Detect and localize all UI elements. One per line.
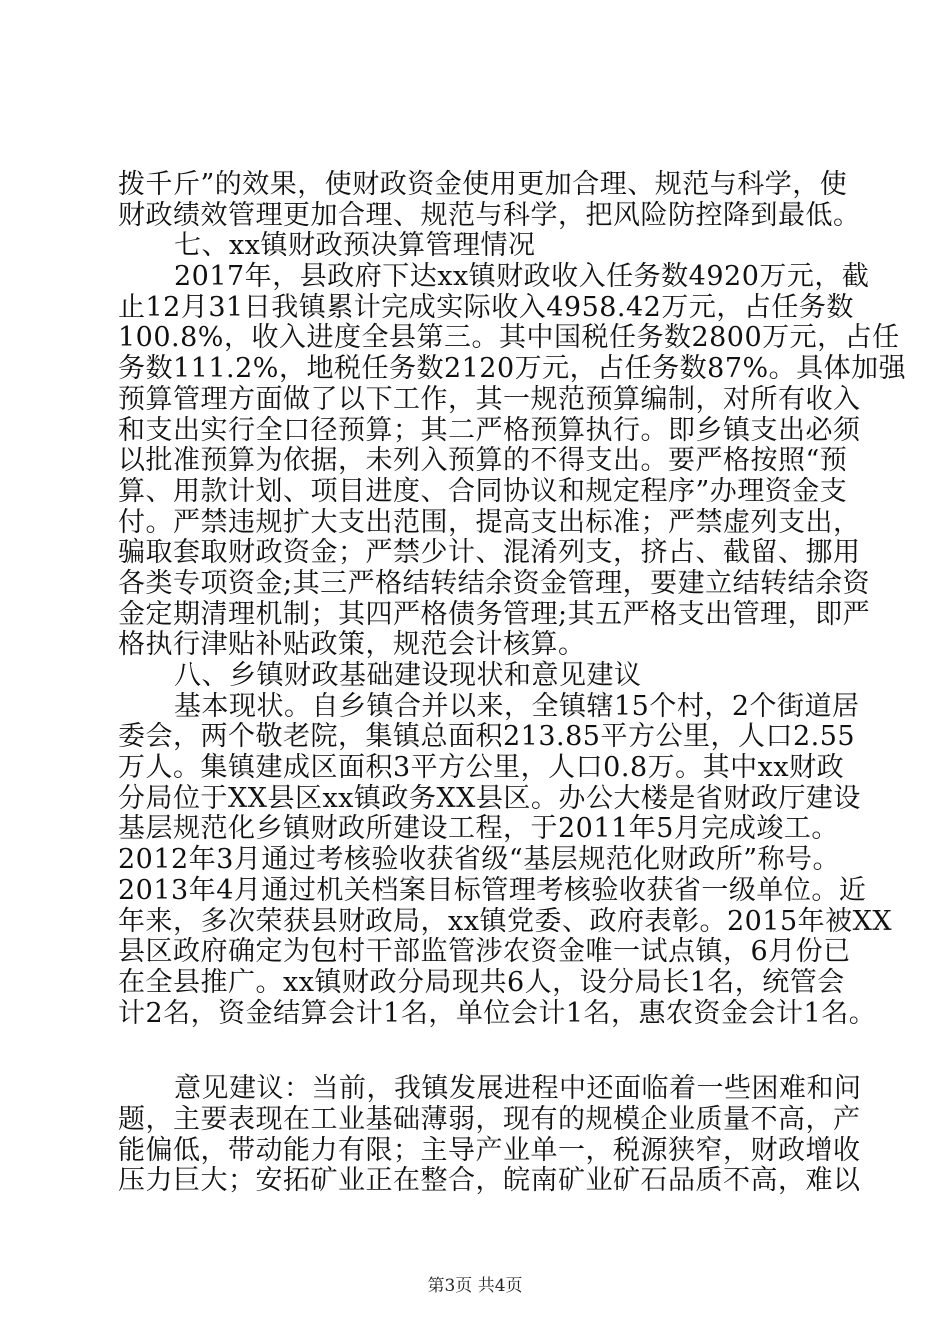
text-line: 格执行津贴补贴政策，规范会计核算。 (118, 629, 586, 661)
body-text (118, 169, 907, 1197)
text-line: 各类专项资金;其三严格结转结余资金管理，要建立结转结余资 (118, 567, 871, 599)
text-line: 2017年，县政府下达xx镇财政收入任务数4920万元，截 (174, 261, 870, 293)
text-line: 基本现状。自乡镇合并以来，全镇辖15个村，2个街道居 (174, 690, 860, 722)
text-line: 拨千斤”的效果，使财政资金使用更加合理、规范与科学，使 (118, 169, 848, 200)
section-heading-8: 八、乡镇财政基础建设现状和意见建议 (174, 660, 642, 691)
text-line: 财政绩效管理更加合理、规范与科学，把风险防控降到最低。 (118, 199, 861, 231)
text-line: 计2名，资金结算会计1名，单位会计1名，惠农资金会计1名。 (118, 997, 877, 1029)
text-line: 年来，多次荣获县财政局，xx镇党委、政府表彰。2015年被XX (118, 905, 893, 937)
page-footer: 第3页 共4页 (427, 1276, 523, 1296)
text-line: 以批准预算为依据，未列入预算的不得支出。要严格按照“预 (118, 445, 848, 477)
text-line: 万人。集镇建成区面积3平方公里，人口0.8万。其中xx财政 (118, 752, 845, 784)
text-line: 在全县推广。xx镇财政分局现共6人，设分局长1名，统管会 (118, 966, 845, 998)
text-line: 能偏低，带动能力有限；主导产业单一，税源狭窄，财政增收 (118, 1134, 861, 1166)
text-line: 分局位于XX县区xx镇政务XX县区。办公大楼是省财政厅建设 (118, 782, 861, 814)
text-line: 止12月31日我镇累计完成实际收入4958.42万元，占任务数 (118, 291, 854, 323)
text-line: 基层规范化乡镇财政所建设工程，于2011年5月完成竣工。 (118, 813, 839, 845)
text-line: 委会，两个敬老院，集镇总面积213.85平方公里，人口2.55 (118, 721, 856, 753)
text-line: 付。严禁违规扩大支出范围，提高支出标准；严禁虚列支出， (118, 506, 861, 538)
text-line: 题，主要表现在工业基础薄弱，现有的规模企业质量不高，产 (118, 1103, 861, 1135)
text-line: 压力巨大；安拓矿业正在整合，皖南矿业矿石品质不高，难以 (118, 1165, 861, 1197)
text-line: 县区政府确定为包村干部监管涉农资金唯一试点镇，6月份已 (118, 936, 851, 968)
text-line: 务数111.2%，地税任务数2120万元，占任务数87%。具体加强 (118, 353, 907, 385)
text-line: 2012年3月通过考核验收获省级“基层规范化财政所”称号。 (118, 844, 840, 876)
paragraph-gap (118, 1029, 836, 1074)
section-heading-7: 七、xx镇财政预决算管理情况 (174, 230, 536, 262)
text-line: 100.8%，收入进度全县第三。其中国税任务数2800万元，占任 (118, 322, 900, 354)
text-line: 和支出实行全口径预算；其二严格预算执行。即乡镇支出必须 (118, 414, 861, 446)
text-line: 2013年4月通过机关档案目标管理考核验收获省一级单位。近 (118, 874, 867, 906)
text-line: 意见建议：当前，我镇发展进程中还面临着一些困难和问 (174, 1073, 862, 1105)
text-line: 骗取套取财政资金；严禁少计、混淆列支，挤占、截留、挪用 (118, 537, 861, 569)
text-line: 金定期清理机制；其四严格债务管理;其五严格支出管理，即严 (118, 598, 871, 630)
text-line: 预算管理方面做了以下工作，其一规范预算编制，对所有收入 (118, 383, 861, 415)
text-line: 算、用款计划、项目进度、合同协议和规定程序”办理资金支 (118, 475, 848, 507)
